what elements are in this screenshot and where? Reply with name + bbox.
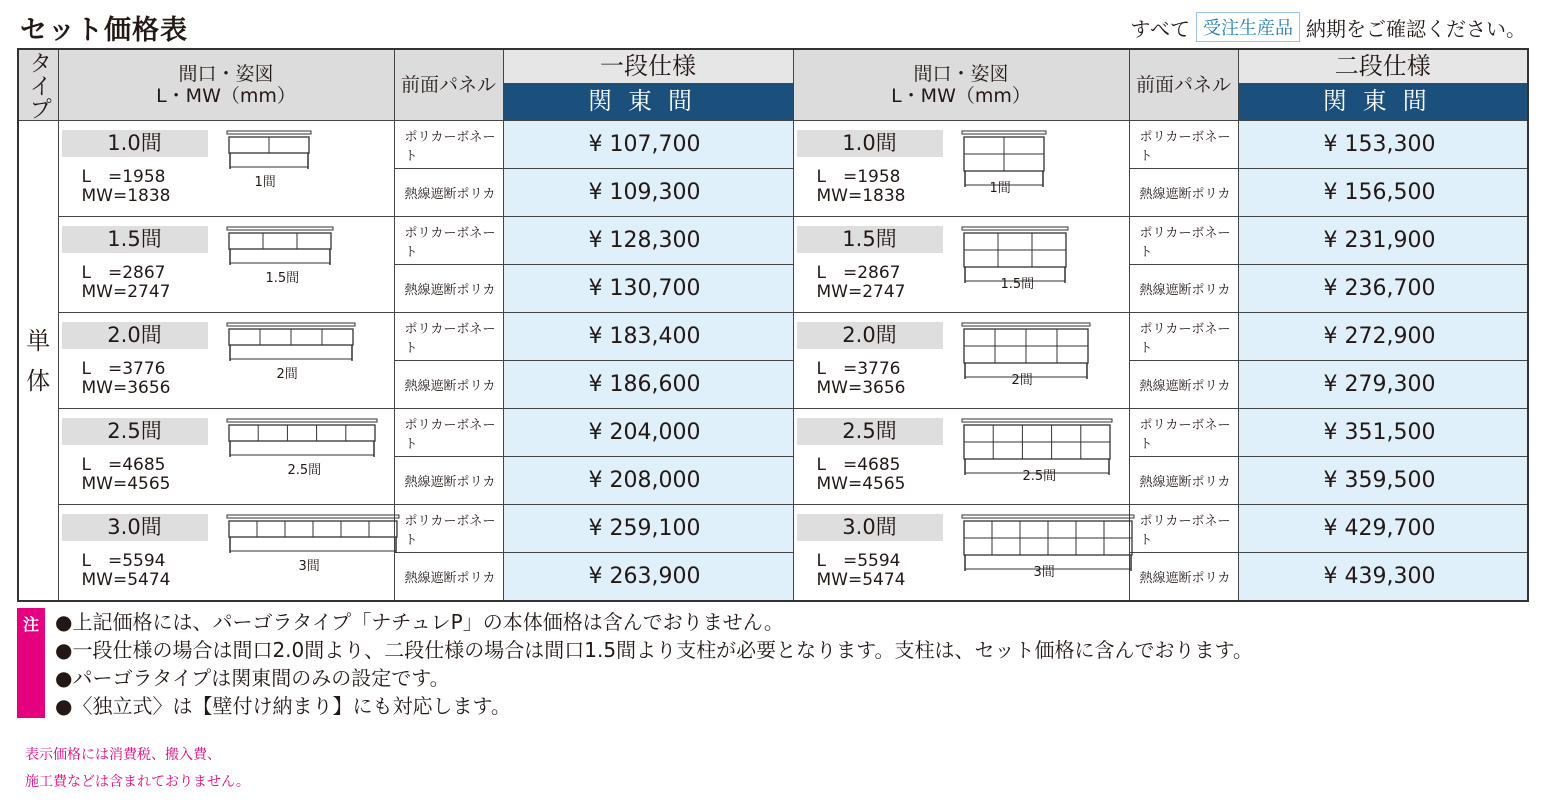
price-spec1: ¥ 128,300 [503, 217, 793, 265]
note-line: ●パーゴラタイプは関東間のみの設定です。 [55, 666, 450, 690]
spec1-header: 一段仕様 関東間 [503, 49, 793, 121]
pergola-diagram-icon [221, 513, 413, 585]
price-spec2: ¥ 272,900 [1238, 313, 1528, 361]
price-spec1: ¥ 186,600 [503, 361, 793, 409]
size-label: 3.0間 [62, 514, 208, 541]
size-cell [793, 505, 1129, 602]
price-spec1: ¥ 204,000 [503, 409, 793, 457]
price-spec1: ¥ 130,700 [503, 265, 793, 313]
size-label: 2.0間 [62, 322, 208, 349]
size-cell [58, 409, 394, 505]
price-spec2: ¥ 279,300 [1238, 361, 1528, 409]
price-spec2: ¥ 439,300 [1238, 553, 1528, 602]
price-spec2: ¥ 156,500 [1238, 169, 1528, 217]
diagram-label: 1間 [254, 175, 276, 190]
diagram-label: 2.5間 [1022, 469, 1057, 484]
dimensions: L =2867 MW=2747 [816, 263, 906, 302]
order-note-prefix: すべて [1130, 16, 1190, 41]
note-tag: 注 [17, 608, 45, 718]
pergola-diagram-icon [221, 417, 391, 489]
size-header-1: 間口・姿図 L・MW（mm） [58, 49, 394, 121]
dimensions: L =3776 MW=3656 [81, 359, 171, 398]
price-spec1: ¥ 107,700 [503, 121, 793, 169]
diagram-label: 1間 [989, 181, 1011, 196]
panel-header-1: 前面パネル [394, 49, 503, 121]
price-spec1: ¥ 109,300 [503, 169, 793, 217]
pergola-diagram-icon [221, 129, 325, 201]
size-label: 3.0間 [797, 514, 943, 541]
panel-name: 熱線遮断ポリカ [394, 265, 503, 313]
size-cell [58, 313, 394, 409]
size-label: 1.5間 [62, 226, 208, 253]
panel-name: ポリカーボネート [1129, 217, 1238, 265]
panel-name: 熱線遮断ポリカ [394, 553, 503, 602]
panel-name: ポリカーボネート [394, 313, 503, 361]
price-spec2: ¥ 231,900 [1238, 217, 1528, 265]
size-label: 2.5間 [797, 418, 943, 445]
note-line: ●〈独立式〉は【壁付け納まり】にも対応します。 [55, 694, 511, 718]
diagram-label: 2間 [276, 367, 298, 382]
diagram-label: 1.5間 [265, 271, 300, 286]
pergola-diagram-icon [221, 225, 347, 297]
price-table [17, 48, 1529, 602]
diagram-label: 3間 [298, 559, 320, 574]
price-spec1: ¥ 259,100 [503, 505, 793, 553]
dimensions: L =2867 MW=2747 [81, 263, 171, 302]
spec2-header: 二段仕様 関東間 [1238, 49, 1528, 121]
panel-name: 熱線遮断ポリカ [1129, 361, 1238, 409]
panel-name: 熱線遮断ポリカ [1129, 265, 1238, 313]
table-row [18, 409, 1528, 457]
dimensions: L =1958 MW=1838 [816, 167, 906, 206]
size-cell [58, 121, 394, 217]
type-cell: 単 体 [18, 121, 58, 602]
size-cell [58, 505, 394, 602]
table-row [18, 217, 1528, 265]
panel-name: ポリカーボネート [1129, 313, 1238, 361]
panel-name: 熱線遮断ポリカ [394, 169, 503, 217]
dimensions: L =4685 MW=4565 [816, 455, 906, 494]
order-note-suffix: 納期をご確認ください。 [1306, 16, 1526, 41]
panel-name: ポリカーボネート [394, 505, 503, 553]
price-spec2: ¥ 359,500 [1238, 457, 1528, 505]
price-spec2: ¥ 236,700 [1238, 265, 1528, 313]
size-label: 1.5間 [797, 226, 943, 253]
type-header: タイプ [18, 49, 58, 121]
size-cell [58, 217, 394, 313]
panel-header-2: 前面パネル [1129, 49, 1238, 121]
panel-name: ポリカーボネート [394, 409, 503, 457]
diagram-label: 2間 [1011, 373, 1033, 388]
price-spec1: ¥ 263,900 [503, 553, 793, 602]
panel-name: ポリカーボネート [1129, 505, 1238, 553]
panel-name: ポリカーボネート [1129, 409, 1238, 457]
panel-name: 熱線遮断ポリカ [1129, 553, 1238, 602]
pergola-diagram-icon [221, 321, 369, 393]
size-cell [793, 409, 1129, 505]
panel-name: ポリカーボネート [1129, 121, 1238, 169]
price-spec2: ¥ 351,500 [1238, 409, 1528, 457]
size-cell [793, 121, 1129, 217]
size-header-2: 間口・姿図 L・MW（mm） [793, 49, 1129, 121]
size-label: 2.5間 [62, 418, 208, 445]
note-line: ●上記価格には、パーゴラタイプ「ナチュレP」の本体価格は含んでおりません。 [55, 610, 784, 634]
size-label: 1.0間 [62, 130, 208, 157]
table-row [18, 121, 1528, 169]
dimensions: L =4685 MW=4565 [81, 455, 171, 494]
panel-name: 熱線遮断ポリカ [394, 457, 503, 505]
dimensions: L =1958 MW=1838 [81, 167, 171, 206]
price-spec2: ¥ 153,300 [1238, 121, 1528, 169]
note-line: ●一段仕様の場合は間口2.0間より、二段仕様の場合は間口1.5間より支柱が必要となります。支柱は、セット価格に含んでおります。 [55, 638, 1253, 662]
size-label: 2.0間 [797, 322, 943, 349]
size-cell [793, 313, 1129, 409]
dimensions: L =5594 MW=5474 [81, 551, 171, 590]
dimensions: L =5594 MW=5474 [816, 551, 906, 590]
dimensions: L =3776 MW=3656 [816, 359, 906, 398]
page-title: セット価格表 [20, 15, 188, 46]
panel-name: ポリカーボネート [394, 217, 503, 265]
price-spec2: ¥ 429,700 [1238, 505, 1528, 553]
made-to-order-badge: 受注生産品 [1196, 12, 1300, 42]
order-note [1130, 12, 1526, 42]
price-spec1: ¥ 208,000 [503, 457, 793, 505]
size-cell [793, 217, 1129, 313]
panel-name: 熱線遮断ポリカ [1129, 169, 1238, 217]
size-label: 1.0間 [797, 130, 943, 157]
table-row [18, 313, 1528, 361]
diagram-label: 3間 [1033, 565, 1055, 580]
panel-name: 熱線遮断ポリカ [394, 361, 503, 409]
panel-name: ポリカーボネート [394, 121, 503, 169]
panel-name: 熱線遮断ポリカ [1129, 457, 1238, 505]
price-spec1: ¥ 183,400 [503, 313, 793, 361]
tax-note: 表示価格には消費税、搬入費、 施工費などは含まれておりません。 [25, 747, 250, 790]
diagram-label: 2.5間 [287, 463, 322, 478]
diagram-label: 1.5間 [1000, 277, 1035, 292]
table-row [18, 505, 1528, 553]
